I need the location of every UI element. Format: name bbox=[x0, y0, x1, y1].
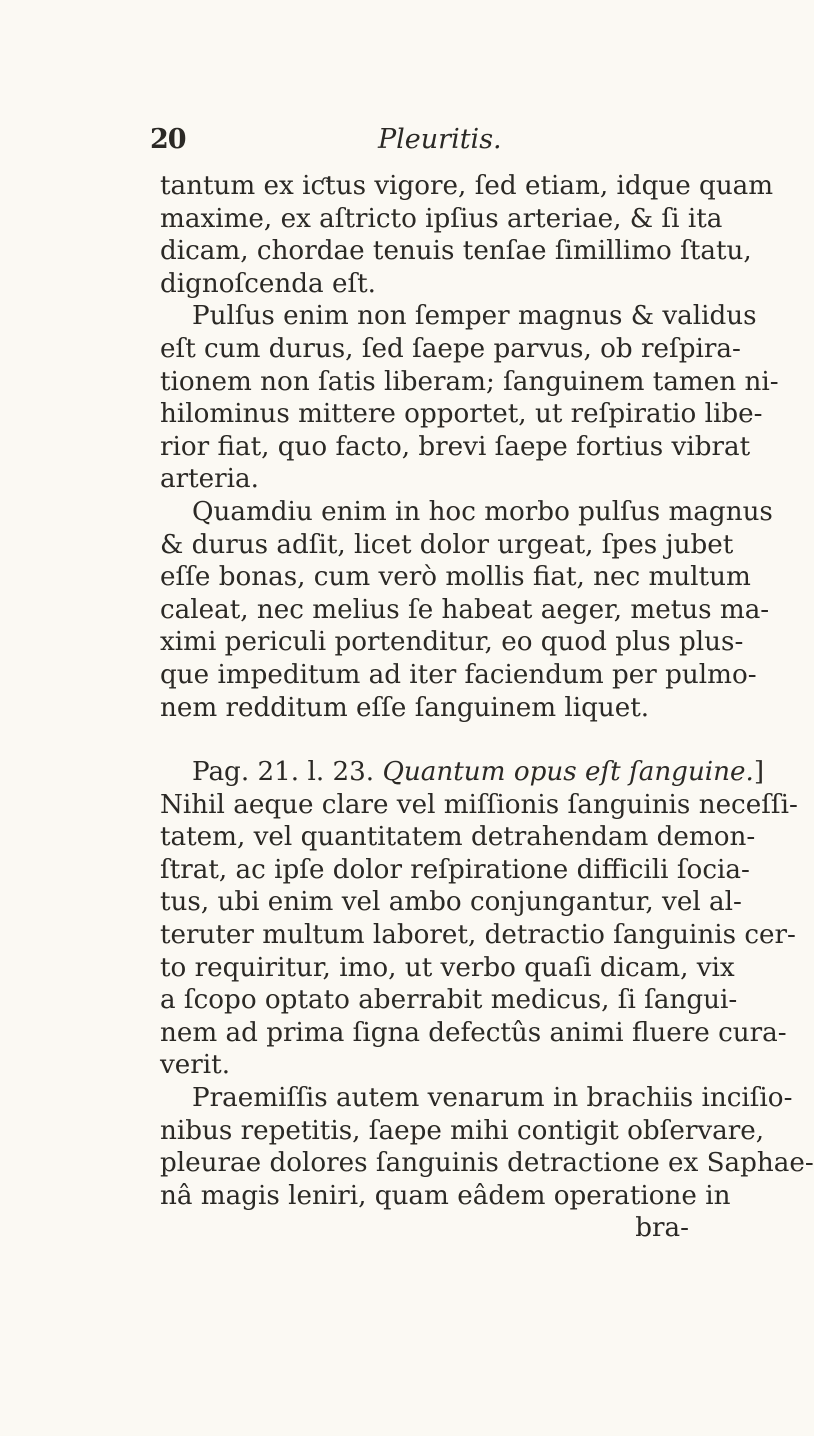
text-line: dignoſcenda eſt. bbox=[160, 268, 376, 299]
body-text bbox=[160, 170, 814, 1245]
running-title: Pleuritis. bbox=[378, 124, 502, 155]
text-line: Nihil aeque clare vel miſſionis ſanguinis neceſſi- bbox=[160, 789, 798, 820]
catchword: bra- bbox=[635, 1213, 689, 1244]
text-line: pleurae dolores ſanguinis detractione ex Saphae- bbox=[160, 1148, 814, 1179]
text-line: arteria. bbox=[160, 464, 259, 495]
text-line: ximi periculi portenditur, eo quod plus plus- bbox=[160, 627, 744, 658]
text-line: nibus repetitis, ſaepe mihi contigit obſervare, bbox=[160, 1115, 765, 1146]
text-line: nâ magis leniri, quam eâdem operatione in bbox=[160, 1180, 731, 1211]
reference-bracket: ] bbox=[753, 757, 765, 788]
text-line: verit. bbox=[160, 1050, 231, 1081]
text-line: maxime, ex aſtricto ipſius arteriae, & ſi ita bbox=[160, 203, 723, 234]
text-line: tus, ubi enim vel ambo conjungantur, vel al- bbox=[160, 887, 742, 918]
paragraph-2 bbox=[160, 300, 779, 496]
text-line: Pulſus enim non ſemper magnus & validus bbox=[192, 301, 757, 332]
text-line: a ſcopo optato aberrabit medicus, ſi ſangui- bbox=[160, 985, 738, 1016]
text-line: nem redditum eſſe ſanguinem liquet. bbox=[160, 692, 650, 723]
text-line: nem ad prima ſigna defectûs animi fluere cura- bbox=[160, 1017, 787, 1048]
text-line: tatem, vel quantitatem detrahendam demon- bbox=[160, 822, 756, 853]
text-line: Praemiſſis autem venarum in brachiis inciſio- bbox=[192, 1083, 793, 1114]
text-line: que impeditum ad iter faciendum per pulmo- bbox=[160, 659, 757, 690]
reference-lemma: Quantum opus eſt ſanguine. bbox=[382, 757, 754, 788]
text-line: tantum ex iƈtus vigore, ſed etiam, idque quam bbox=[160, 171, 774, 201]
text-line: tionem non ſatis liberam; ſanguinem tamen ni- bbox=[160, 366, 779, 397]
paragraph-4 bbox=[160, 756, 798, 1082]
paragraph-1 bbox=[160, 170, 774, 300]
text-line: rior fiat, quo facto, brevi ſaepe fortius vibrat bbox=[160, 431, 751, 462]
text-line: caleat, nec melius ſe habeat aeger, metus ma- bbox=[160, 594, 770, 625]
reference-locator: Pag. 21. l. 23. bbox=[192, 757, 375, 788]
paragraph-5 bbox=[160, 1082, 814, 1212]
reference-line bbox=[160, 756, 765, 789]
section-gap bbox=[160, 724, 697, 756]
text-line: Quamdiu enim in hoc morbo pulſus magnus bbox=[192, 496, 773, 527]
text-line: to requiritur, imo, ut verbo quaſi dicam, vix bbox=[160, 952, 735, 983]
text-line: eſt cum durus, ſed ſaepe parvus, ob reſpira- bbox=[160, 333, 741, 364]
text-line: eſſe bonas, cum verò mollis fiat, nec multum bbox=[160, 562, 751, 593]
page-number: 20 bbox=[150, 124, 186, 155]
text-line: dicam, chordae tenuis tenſae ſimillimo ſtatu, bbox=[160, 236, 752, 267]
text-line: teruter multum laboret, detractio ſanguinis cer- bbox=[160, 920, 796, 951]
paragraph-3 bbox=[160, 496, 773, 724]
text-line: ſtrat, ac ipſe dolor reſpiratione difficili ſocia- bbox=[160, 854, 750, 885]
running-head bbox=[150, 124, 710, 164]
text-line: hilominus mittere opportet, ut reſpiratio libe- bbox=[160, 399, 763, 430]
text-line: & durus adſit, licet dolor urgeat, ſpes jubet bbox=[160, 529, 734, 560]
